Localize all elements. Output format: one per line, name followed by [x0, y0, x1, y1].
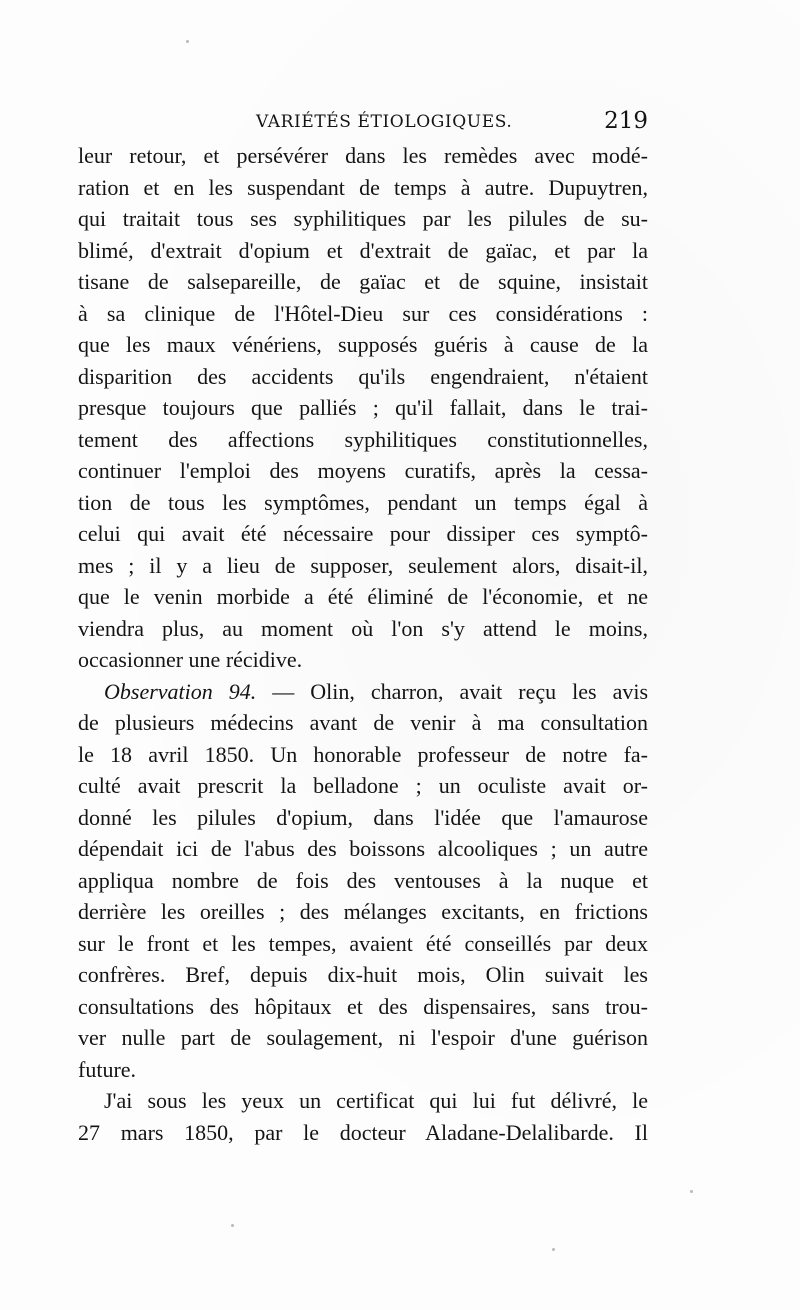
text-line: consultations des hôpitaux et des dispensaires, sans trou- [78, 993, 648, 1019]
text-line: J'ai sous les yeux un certificat qui lui fut délivré, le [104, 1088, 648, 1113]
text-line: donné les pilules d'opium, dans l'idée que l'amaurose [78, 804, 648, 830]
text-line: culté avait prescrit la belladone ; un oculiste avait or- [78, 773, 648, 798]
text-line: ration et en les suspendant de temps à autre. Dupuytren, [78, 174, 648, 200]
text-line: de plusieurs médecins avant de venir à ma consultation [78, 710, 648, 735]
running-head [80, 108, 650, 144]
observation-title: Observation 94. [104, 678, 257, 704]
text-line: tement des affections syphilitiques constitutionnelles, [78, 426, 648, 452]
text-line: leur retour, et persévérer dans les remèdes avec modé- [78, 143, 648, 168]
observation-first-line-text: — Olin, charron, avait reçu les avis [256, 678, 649, 704]
text-body [78, 140, 648, 1148]
text-line: disparition des accidents qu'ils engendraient, n'étaient [78, 363, 648, 389]
text-line: celui qui avait été nécessaire pour dissiper ces symptô- [78, 521, 648, 546]
text-line: blimé, d'extrait d'opium et d'extrait de gaïac, et par la [78, 237, 648, 263]
text-line: sur le front et les tempes, avaient été conseillés par deux [78, 930, 648, 956]
text-line: dépendait ici de l'abus des boissons alcooliques ; un autre [78, 836, 648, 861]
paper-speck [186, 40, 189, 43]
paper-speck [231, 1224, 234, 1227]
text-line: que le venin morbide a été éliminé de l'économie, et ne [78, 584, 648, 609]
text-line: future. [78, 1056, 137, 1082]
text-line: tisane de salsepareille, de gaïac et de squine, insistait [78, 269, 648, 294]
text-line: occasionner une récidive. [78, 647, 303, 672]
text-line: à sa clinique de l'Hôtel-Dieu sur ces considérations : [78, 300, 648, 326]
text-line: viendra plus, au moment où l'on s'y attend le moins, [78, 615, 648, 641]
text-line: presque toujours que palliés ; qu'il fallait, dans le trai- [78, 395, 648, 420]
text-line: tion de tous les symptômes, pendant un temps égal à [78, 489, 648, 515]
paper-speck [690, 1190, 693, 1193]
text-line: mes ; il y a lieu de supposer, seulement alors, disait-il, [78, 552, 648, 578]
text-line: qui traitait tous ses syphilitiques par les pilules de su- [78, 206, 648, 231]
text-line: le 18 avril 1850. Un honorable professeur de notre fa- [78, 741, 648, 767]
text-line: derrière les oreilles ; des mélanges excitants, en frictions [78, 899, 648, 924]
paper-speck [552, 1248, 555, 1251]
page-number: 219 [604, 108, 648, 134]
running-title: VARIÉTÉS ÉTIOLOGIQUES. [256, 112, 513, 132]
text-line: confrères. Bref, depuis dix-huit mois, Olin suivait les [78, 962, 648, 987]
text-line: ver nulle part de soulagement, ni l'espoir d'une guérison [78, 1025, 648, 1050]
observation-first-line [78, 676, 648, 708]
text-line: continuer l'emploi des moyens curatifs, après la cessa- [78, 458, 648, 483]
text-line: que les maux vénériens, supposés guéris à cause de la [78, 332, 648, 357]
text-line: appliqua nombre de fois des ventouses à la nuque et [78, 867, 648, 893]
text-line: 27 mars 1850, par le docteur Aladane-Delalibarde. Il [78, 1119, 648, 1145]
